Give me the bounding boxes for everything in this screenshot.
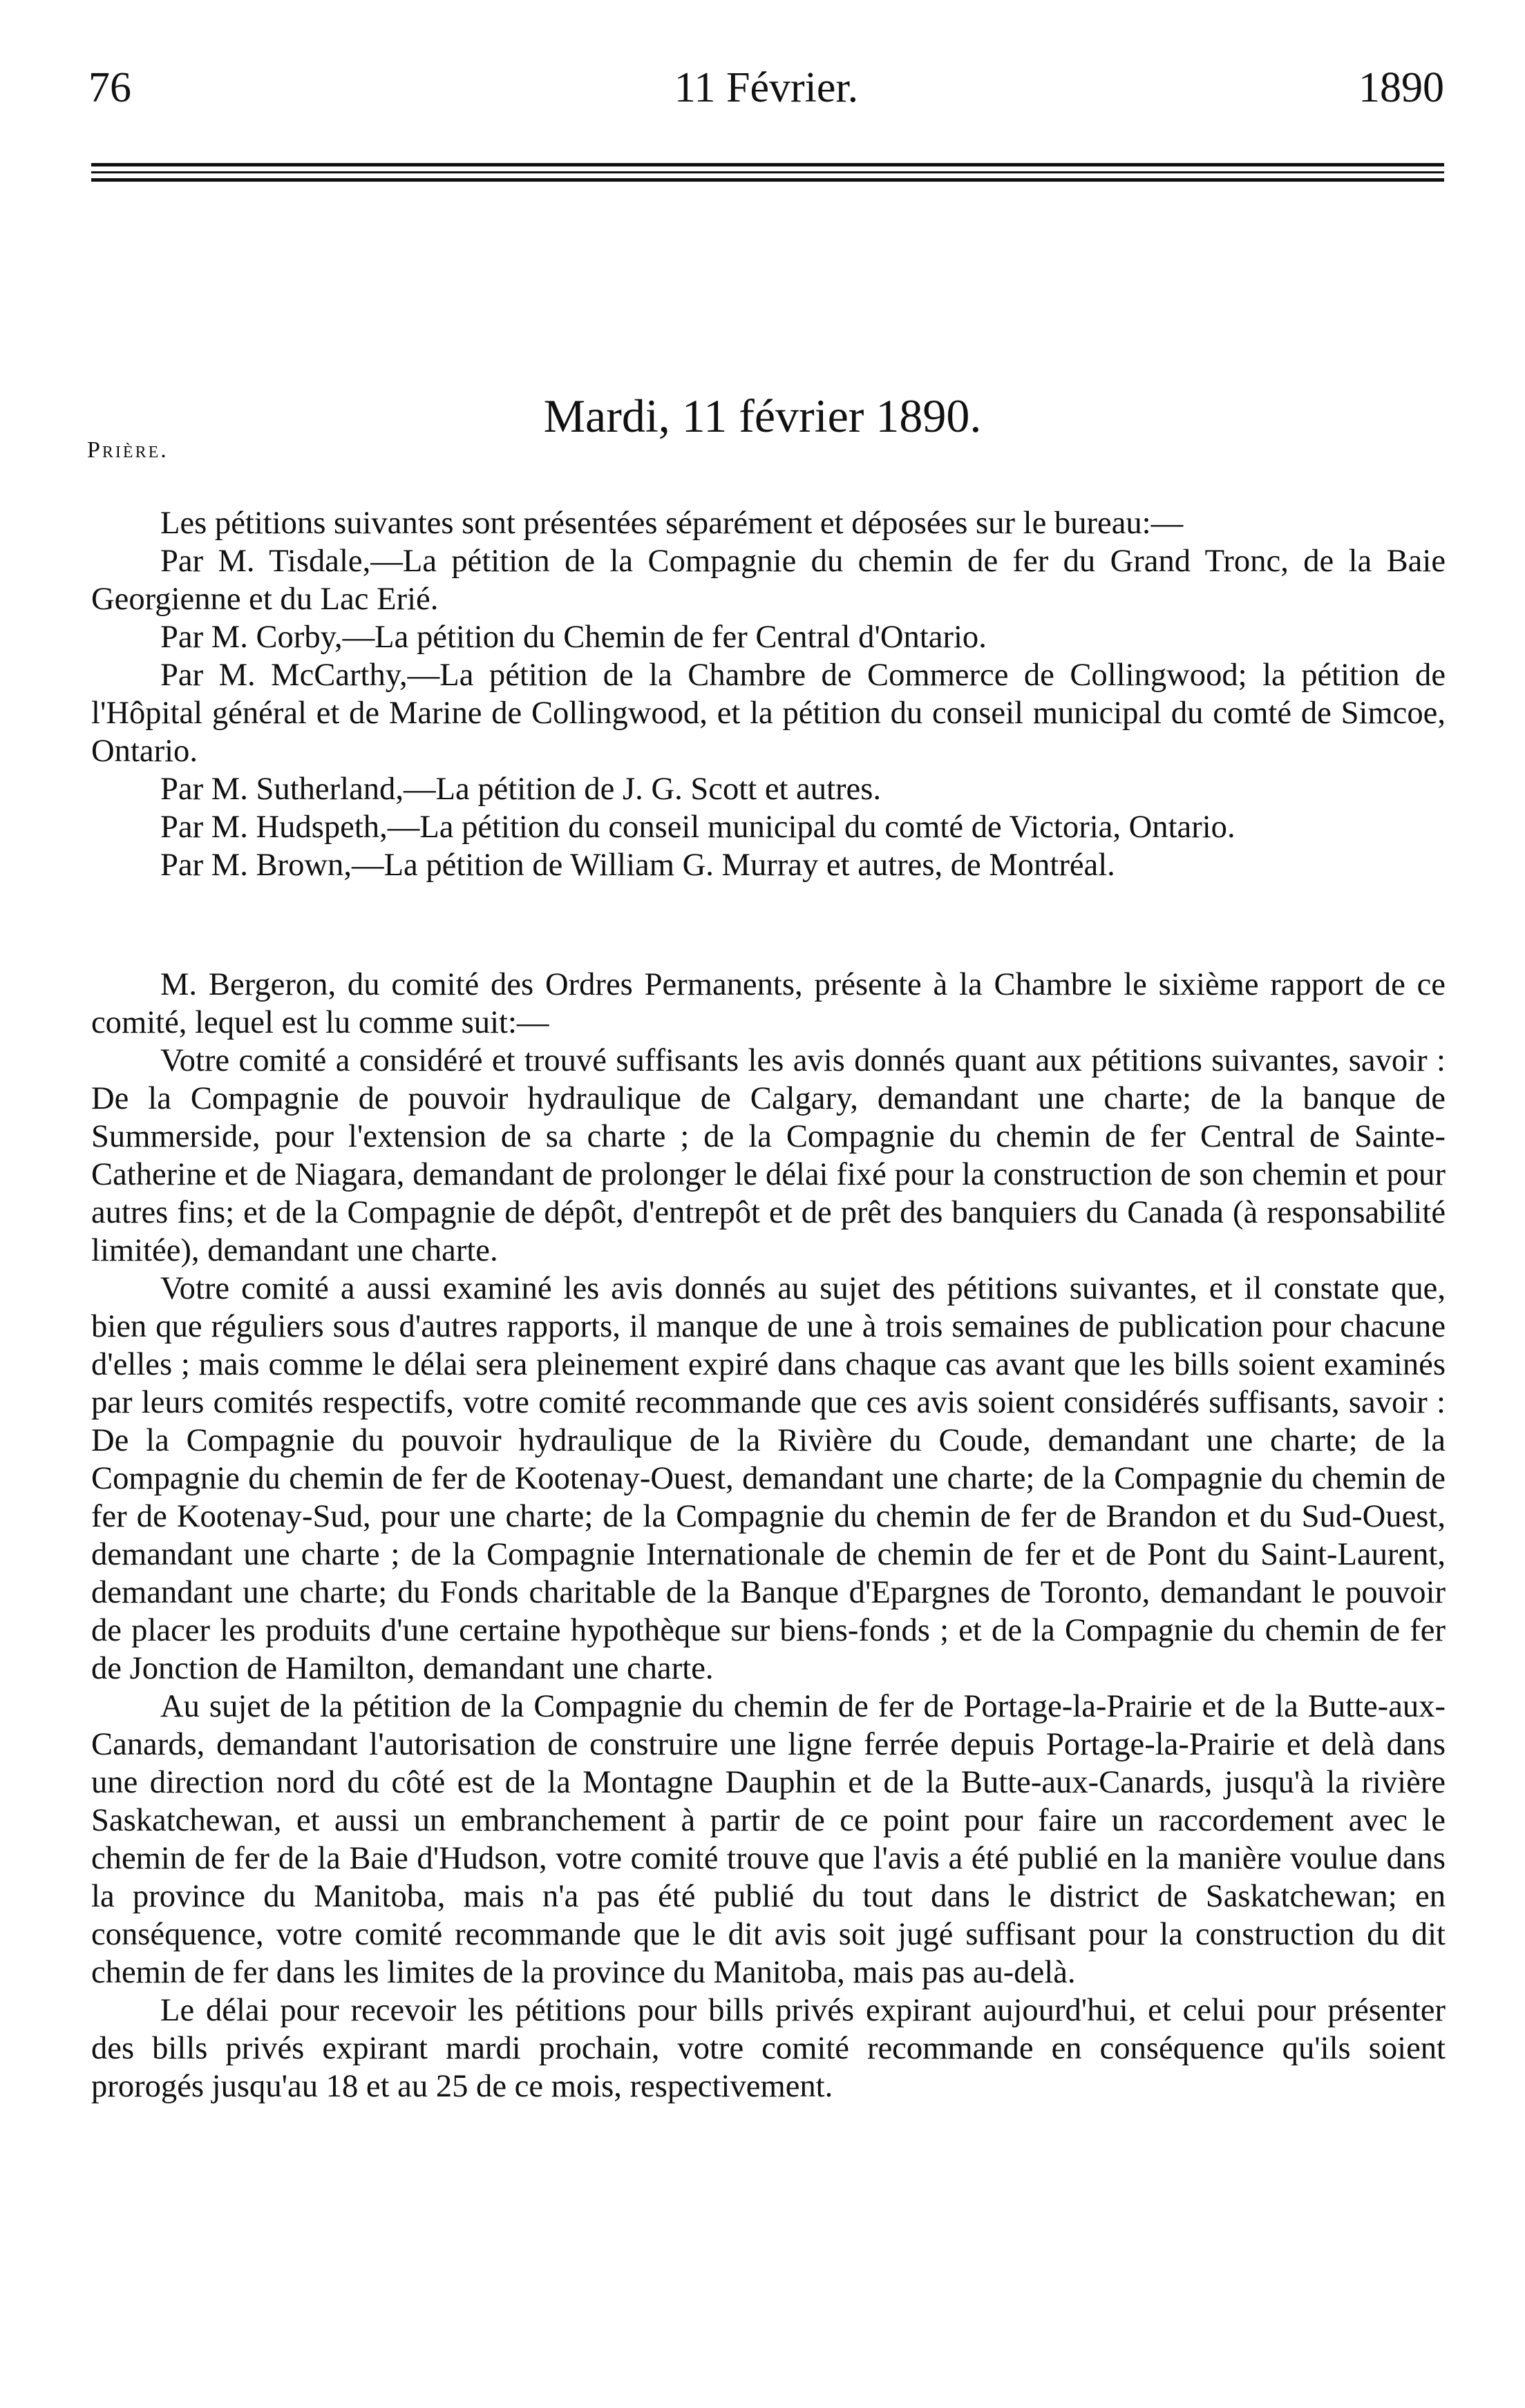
running-header bbox=[88, 64, 1444, 112]
paragraph: Par M. Hudspeth,—La pétition du conseil municipal du comté de Victoria, Ontario. bbox=[160, 809, 1235, 845]
paragraph: Au sujet de la pétition de la Compagnie du chemin de fer de Portage-la-Prairie et de la Butte-aux-Canards, demandant l'autorisation de construire une ligne ferrée depuis Portage-la-Prairie et delà dans une direction nord du côté est de la Montagne Dauphin et de la Butte-aux-Canards, jusqu'à la rivière Saskatchewan, et aussi un embranchement à partir de ce point pour faire un raccordement avec le chemin de fer de la Baie d'Hudson, votre comité trouve que l'avis a été publié en la manière voulue dans la province du Manitoba, mais n'a pas été publié du tout dans le district de Saskatchewan; en conséquence, votre comité recommande que le dit avis soit jugé suffisant pour la construction du dit chemin de fer dans les limites de la province du Manitoba, mais pas au-delà. bbox=[91, 1688, 1446, 1990]
page-number: 76 bbox=[88, 64, 131, 111]
header-rule-top bbox=[91, 163, 1444, 166]
margin-note: Prière. bbox=[87, 437, 169, 463]
journal-body bbox=[91, 504, 1446, 2105]
paragraph: Par M. Corby,—La pétition du Chemin de fer Central d'Ontario. bbox=[160, 619, 987, 655]
running-year: 1890 bbox=[1358, 64, 1444, 111]
paragraph: M. Bergeron, du comité des Ordres Permanents, présente à la Chambre le sixième rapport de ce comité, lequel est lu comme suit:— bbox=[91, 966, 1446, 1040]
paragraph: Les pétitions suivantes sont présentées séparément et déposées sur le bureau:— bbox=[160, 505, 1184, 541]
paragraph: Par M. Brown,—La pétition de William G. Murray et autres, de Montréal. bbox=[160, 847, 1115, 883]
paragraph: Par M. Sutherland,—La pétition de J. G. Scott et autres. bbox=[160, 771, 881, 807]
paragraph: Par M. Tisdale,—La pétition de la Compagnie du chemin de fer du Grand Tronc, de la Baie Georgienne et du Lac Erié. bbox=[91, 543, 1446, 617]
paragraph: Votre comité a aussi examiné les avis donnés au sujet des pétitions suivantes, et il constate que, bien que réguliers sous d'autres rapports, il manque de une à trois semaines de publication pour chacune d'elles ; mais comme le délai sera pleinement expiré dans chaque cas avant que les bills soient examinés par leurs comités respectifs, votre comité recommande que ces avis soient considérés suffisants, savoir : De la Compagnie du pouvoir hydraulique de la Rivière du Coude, demandant une charte; de la Compagnie du chemin de fer de Kootenay-Ouest, demandant une charte; de la Compagnie du chemin de fer de Kootenay-Sud, pour une charte; de la Compagnie du chemin de fer de Brandon et du Sud-Ouest, demandant une charte ; de la Compagnie Internationale de chemin de fer et de Pont du Saint-Laurent, demandant une charte; du Fonds charitable de la Banque d'Epargnes de Toronto, demandant le pouvoir de placer les produits d'une certaine hypothèque sur biens-fonds ; et de la Compagnie du chemin de fer de Jonction de Hamilton, demandant une charte. bbox=[91, 1270, 1446, 1686]
header-rule-middle bbox=[91, 171, 1444, 173]
header-rule-bottom bbox=[91, 178, 1444, 182]
running-date: 11 Février. bbox=[674, 64, 859, 111]
paragraph: Votre comité a considéré et trouvé suffisants les avis donnés quant aux pétitions suivantes, savoir : De la Compagnie de pouvoir hydraulique de Calgary, demandant une charte; de la banque de Summerside, pour l'extension de sa charte ; de la Compagnie du chemin de fer Central de Sainte-Catherine et de Niagara, demandant de prolonger le délai fixé pour la construction de son chemin et pour autres fins; et de la Compagnie de dépôt, d'entrepôt et de prêt des banquiers du Canada (à responsabilité limitée), demandant une charte. bbox=[91, 1042, 1446, 1268]
day-heading: Mardi, 11 février 1890. bbox=[543, 390, 982, 442]
paragraph: Par M. McCarthy,—La pétition de la Chambre de Commerce de Collingwood; la pétition de l'Hôpital général et de Marine de Collingwood, et la pétition du conseil municipal du comté de Simcoe, Ontario. bbox=[91, 657, 1446, 769]
paragraph: Le délai pour recevoir les pétitions pour bills privés expirant aujourd'hui, et celui pour présenter des bills privés expirant mardi prochain, votre comité recommande en conséquence qu'ils soient prorogés jusqu'au 18 et au 25 de ce mois, respectivement. bbox=[91, 1992, 1446, 2104]
